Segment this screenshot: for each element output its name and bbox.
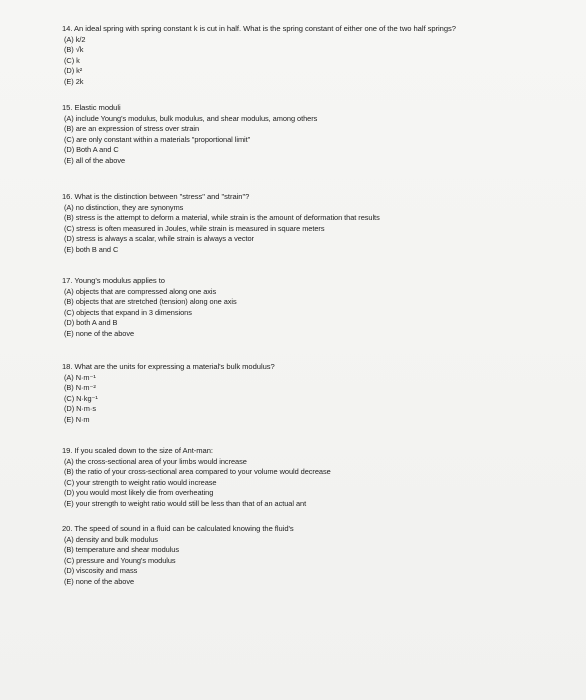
option-e: (E) both B and C — [64, 244, 119, 254]
question-15 — [62, 103, 572, 167]
option-c: (C) stress is often measured in Joules, while strain is measured in square meters — [64, 223, 325, 233]
option-c: (C) k — [64, 55, 80, 65]
option-c: (C) pressure and Young's modulus — [64, 555, 176, 565]
option-b: (B) the ratio of your cross-sectional area compared to your volume would decrease — [64, 467, 331, 477]
option-a: (A) k/2 — [64, 34, 86, 44]
option-c: (C) are only constant within a materials "proportional limit" — [64, 134, 251, 144]
option-d: (D) N·m·s — [64, 404, 96, 414]
option-b: (B) √k — [64, 45, 84, 55]
option-c: (C) objects that expand in 3 dimensions — [64, 307, 192, 317]
option-b: (B) N·m⁻² — [64, 383, 96, 393]
option-d: (D) you would most likely die from overheating — [64, 488, 214, 498]
option-d: (D) viscosity and mass — [64, 566, 138, 576]
option-b: (B) temperature and shear modulus — [64, 545, 180, 555]
option-b: (B) are an expression of stress over strain — [64, 124, 200, 134]
option-c: (C) N·kg⁻¹ — [64, 393, 98, 403]
option-e: (E) none of the above — [64, 576, 135, 586]
question-title: 19. If you scaled down to the size of Ant-man: — [62, 446, 213, 455]
option-e: (E) N·m — [64, 414, 90, 424]
question-title: 17. Young's modulus applies to — [62, 276, 165, 285]
option-a: (A) N·m⁻¹ — [64, 372, 96, 382]
option-b: (B) stress is the attempt to deform a material, while strain is the amount of deformation that results — [64, 213, 380, 223]
question-18 — [62, 362, 572, 426]
option-a: (A) the cross-sectional area of your limbs would increase — [64, 456, 247, 466]
option-d: (D) both A and B — [64, 318, 118, 328]
question-16 — [62, 192, 572, 256]
option-a: (A) objects that are compressed along one axis — [64, 286, 217, 296]
question-20 — [62, 524, 572, 588]
question-title: 20. The speed of sound in a fluid can be calculated knowing the fluid's — [62, 524, 294, 533]
question-title: 16. What is the distinction between "stress" and "strain"? — [62, 192, 250, 201]
question-title: 15. Elastic moduli — [62, 103, 121, 112]
option-a: (A) density and bulk modulus — [64, 534, 158, 544]
option-d: (D) Both A and C — [64, 145, 119, 155]
option-a: (A) no distinction, they are synonyms — [64, 202, 184, 212]
question-19 — [62, 446, 572, 510]
question-title: 18. What are the units for expressing a material's bulk modulus? — [62, 362, 275, 371]
option-d: (D) k² — [64, 66, 83, 76]
question-17 — [62, 276, 572, 340]
option-e: (E) none of the above — [64, 328, 135, 338]
option-d: (D) stress is always a scalar, while strain is always a vector — [64, 234, 254, 244]
question-title: 14. An ideal spring with spring constant k is cut in half. What is the spring constant of either one of the two half springs? — [62, 24, 456, 33]
option-c: (C) your strength to weight ratio would increase — [64, 477, 217, 487]
option-e: (E) 2k — [64, 76, 84, 86]
question-14 — [62, 24, 572, 88]
option-e: (E) all of the above — [64, 155, 126, 165]
option-b: (B) objects that are stretched (tension) along one axis — [64, 297, 237, 307]
option-e: (E) your strength to weight ratio would still be less than that of an actual ant — [64, 498, 307, 508]
option-a: (A) include Young's modulus, bulk modulus, and shear modulus, among others — [64, 113, 318, 123]
